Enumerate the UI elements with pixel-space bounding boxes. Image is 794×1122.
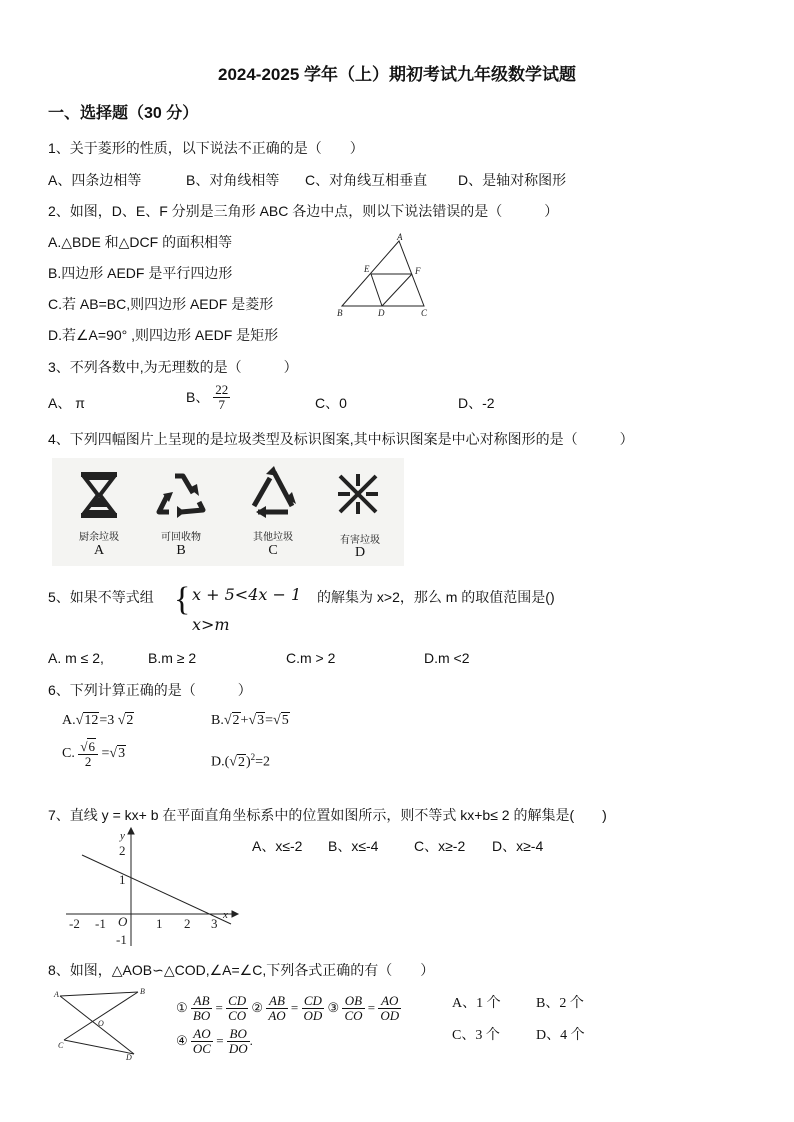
q5-option-a: A. m ≤ 2, bbox=[48, 650, 104, 666]
label-b: B bbox=[337, 308, 343, 318]
q1-option-b: B、对角线相等 bbox=[186, 172, 280, 188]
q6-option-a: A.√12=3 √2 bbox=[62, 713, 134, 728]
q3-option-c: C、0 bbox=[315, 395, 347, 411]
icon-letter-d: D bbox=[354, 545, 366, 560]
q1-option-c: C、对角线互相垂直 bbox=[305, 172, 428, 188]
svg-text:-1: -1 bbox=[95, 916, 106, 931]
question-8-stem: 8、如图，△AOB∽△COD,∠A=∠C,下列各式正确的有（ ） bbox=[48, 962, 435, 978]
svg-text:2: 2 bbox=[119, 843, 126, 858]
question-2-stem: 2、如图，D、E、F 分别是三角形 ABC 各边中点，则以下说法错误的是（ ） bbox=[48, 203, 559, 219]
q2-option-d: D.若∠A=90° ,则四边形 AEDF 是矩形 bbox=[48, 327, 279, 343]
label-o: O bbox=[98, 1019, 104, 1028]
q2-option-b: B.四边形 AEDF 是平行四边形 bbox=[48, 265, 233, 281]
icon-letter-a: A bbox=[93, 543, 105, 558]
other-waste-icon bbox=[248, 466, 300, 520]
question-1-stem: 1、关于菱形的性质，以下说法不正确的是（ ） bbox=[48, 140, 364, 156]
question-7-stem: 7、直线 y = kx+ b 在平面直角坐标系中的位置如图所示，则不等式 kx+b≤ 2 的解集是( ) bbox=[48, 807, 607, 823]
icon-caption-a: 厨余垃圾 bbox=[79, 532, 119, 543]
q8-equations-row-1: ① $\frac{AB}{BO}$ = $\frac{CD}{CO}$ ② $\frac{AB}{AO}$ = $\frac{CD}{OD}$ ③ $\frac{OB}{CO}$ = $\frac{AO}{OD}$ bbox=[176, 993, 400, 1023]
inequality-line-1: x + 5<4x − 1 bbox=[192, 585, 302, 604]
q7-option-b: B、x≤-4 bbox=[328, 838, 379, 854]
q7-coordinate-graph bbox=[60, 826, 240, 950]
label-b: B bbox=[140, 987, 145, 996]
q1-option-a: A、四条边相等 bbox=[48, 172, 142, 188]
q3-option-d: D、-2 bbox=[458, 395, 495, 411]
q8-option-d: D、4 个 bbox=[536, 1028, 585, 1043]
icon-caption-c: 其他垃圾 bbox=[253, 532, 293, 543]
svg-text:y: y bbox=[120, 830, 125, 842]
q2-option-a: A.△BDE 和△DCF 的面积相等 bbox=[48, 234, 233, 250]
svg-text:-1: -1 bbox=[116, 932, 127, 947]
q7-option-a: A、x≤-2 bbox=[252, 838, 303, 854]
label-e: E bbox=[364, 264, 370, 274]
q3-option-a: A、 π bbox=[48, 395, 85, 411]
question-3-stem: 3、不列各数中,为无理数的是（ ） bbox=[48, 359, 298, 375]
q8-equations-row-2: ④ $\frac{AO}{OC}$ = $\frac{BO}{DO}$ . bbox=[176, 1026, 253, 1056]
q1-option-d: D、是轴对称图形 bbox=[458, 172, 567, 188]
q6-option-b: B.√2+√3=√5 bbox=[211, 713, 289, 728]
q8-option-c: C、3 个 bbox=[452, 1028, 500, 1043]
q8-option-b: B、2 个 bbox=[536, 996, 584, 1011]
q2-triangle-figure bbox=[335, 230, 435, 320]
svg-text:O: O bbox=[118, 914, 128, 929]
svg-text:3: 3 bbox=[211, 916, 218, 931]
svg-text:2: 2 bbox=[184, 916, 191, 931]
hourglass-icon bbox=[78, 470, 120, 520]
question-5-suffix: 的解集为 x>2，那么 m 的取值范围是() bbox=[317, 589, 555, 605]
label-d: D bbox=[378, 308, 385, 318]
svg-text:1: 1 bbox=[119, 872, 126, 887]
q2-option-c: C.若 AB=BC,则四边形 AEDF 是菱形 bbox=[48, 296, 274, 312]
label-f: F bbox=[415, 266, 421, 276]
label-d: D bbox=[126, 1053, 132, 1062]
inequality-line-2: x>m bbox=[192, 615, 230, 634]
label-c: C bbox=[58, 1041, 64, 1050]
hazardous-waste-icon bbox=[336, 472, 380, 520]
q5-option-b: B.m ≥ 2 bbox=[148, 650, 197, 666]
fraction-22-7: $\frac{22}{7}$ bbox=[215, 382, 229, 412]
svg-text:-2: -2 bbox=[69, 916, 80, 931]
question-6-stem: 6、下列计算正确的是（ ） bbox=[48, 682, 252, 698]
q8-bowtie-figure bbox=[52, 986, 156, 1062]
q5-option-c: C.m > 2 bbox=[286, 650, 336, 666]
q3-option-b: B、 $\frac{22}{7}$ bbox=[186, 382, 229, 412]
question-4-stem: 4、下列四幅图片上呈现的是垃圾类型及标识图案,其中标识图案是中心对称图形的是（ ） bbox=[48, 431, 634, 447]
icon-caption-b: 可回收物 bbox=[161, 532, 201, 543]
q6-option-c: C. $\frac{√6}{2}$ =√3 bbox=[62, 739, 126, 769]
section-heading: 一、选择题（30 分） bbox=[48, 105, 199, 122]
svg-text:1: 1 bbox=[156, 916, 163, 931]
q7-option-c: C、x≥-2 bbox=[414, 838, 466, 854]
icon-letter-c: C bbox=[268, 543, 278, 558]
label-c: C bbox=[421, 308, 428, 318]
brace: { bbox=[174, 581, 191, 618]
q7-option-d: D、x≥-4 bbox=[492, 838, 544, 854]
q8-option-a: A、1 个 bbox=[452, 996, 501, 1011]
icon-letter-b: B bbox=[176, 543, 186, 558]
label-a: A bbox=[54, 990, 59, 999]
icon-caption-d: 有害垃圾 bbox=[340, 535, 380, 546]
label-a: A bbox=[397, 232, 403, 242]
q5-option-d: D.m <2 bbox=[424, 650, 470, 666]
question-5-prefix: 5、如果不等式组 bbox=[48, 589, 154, 605]
q6-option-d: $D.(√2)^2=2$ bbox=[211, 752, 271, 770]
recycle-icon bbox=[153, 468, 209, 520]
page-title: 2024-2025 学年（上）期初考试九年级数学试题 bbox=[217, 65, 577, 84]
svg-text:x: x bbox=[223, 909, 228, 921]
